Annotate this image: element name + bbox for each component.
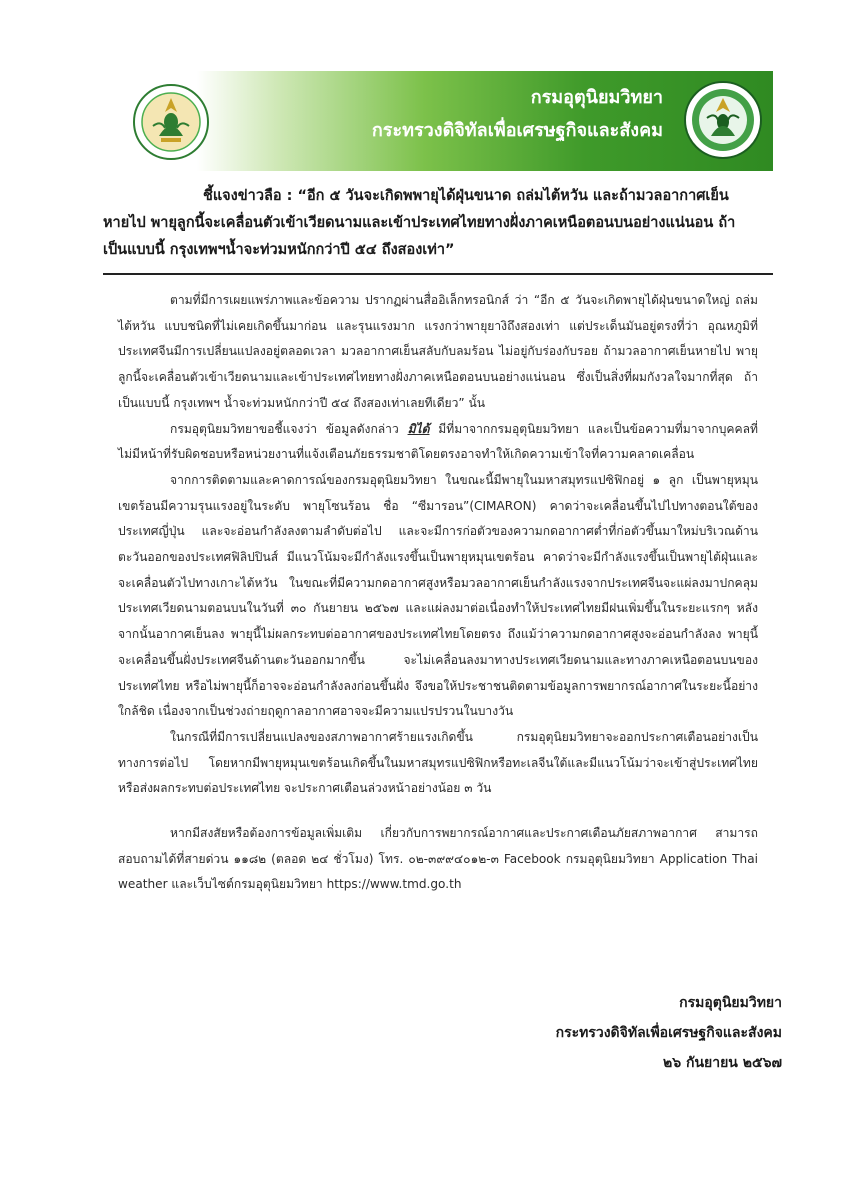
document-title (103, 183, 773, 264)
header-subtitle: กระทรวงดิจิทัลเพื่อเศรษฐกิจและสังคม (371, 120, 663, 141)
document-body (118, 288, 758, 898)
title-line-1: ชี้แจงข่าวลือ : “อีก ๕ วันจะเกิดพพายุได้ฝุ่นขนาด ถล่มไต้หวัน และถ้ามวลอากาศเย็น (203, 188, 729, 204)
signature-org: กรมอุตุนิยมวิทยา (679, 995, 782, 1011)
title-line-3: เป็นแบบนี้ กรุงเทพฯน้ำจะท่วมหนักกว่าปี ๕๔ ถึงสองเท่า” (103, 242, 455, 258)
meteorological-department-logo (683, 78, 763, 162)
signature-block (556, 988, 782, 1078)
header-title: กรมอุตุนิยมวิทยา (530, 87, 663, 108)
paragraph-contact: หากมีสงสัยหรือต้องการข้อมูลเพิ่มเติม เกี่ยวกับการพยากรณ์อากาศและประกาศเตือนภัยสภาพอากาศ สามารถสอบถามได้ที่สายด่วน ๑๑๘๒ (ตลอด ๒๔ ชั่วโมง) โทร. ๐๒-๓๙๙๔๐๑๒-๓ Facebook กรมอุตุนิยมวิทยา Application Thai weather และเว็บไซต์กรมอุตุนิยมวิทยา https://www.tmd.go.th (118, 826, 758, 892)
signature-ministry: กระทรวงดิจิทัลเพื่อเศรษฐกิจและสังคม (555, 1025, 782, 1041)
paragraph-clarification (118, 417, 758, 468)
emphasis-not: มิได้ (407, 421, 430, 436)
paragraph-warning-policy: ในกรณีที่มีการเปลี่ยนแปลงของสภาพอากาศร้ายแรงเกิดขึ้น กรมอุตุนิยมวิทยาจะออกประกาศเตือนอย่างเป็นทางการต่อไป โดยหากมีพายุหมุนเขตร้อนเกิดขึ้นในมหาสมุทรแปซิฟิกหรือทะเลจีนใต้และมีแนวโน้มว่าจะเข้าสู่ประเทศไทยหรือส่งผลกระทบต่อประเทศไทย จะประกาศเตือนล่วงหน้าอย่างน้อย ๓ วัน (118, 729, 758, 796)
paragraph-rumor: ตามที่มีการเผยแพร่ภาพและข้อความ ปรากฏผ่านสื่ออิเล็กทรอนิกส์ ว่า “อีก ๕ วันจะเกิดพายุได้ฝุ่นขนาดใหญ่ ถล่มไต้หวัน แบบชนิดที่ไม่เคยเกิดขึ้นมาก่อน และรุนแรงมาก แรงกว่าพายุยางิถึงสองเท่า แต่ประเด็นมันอยู่ตรงที่ว่า อุณหภูมิที่ประเทศจีนมีการเปลี่ยนแปลงอยู่ตลอดเวลา มวลอากาศเย็นสลับกับลมร้อน ไม่อยู่กับร่องกับรอย ถ้ามวลอากาศเย็นหายไป พายุลูกนี้จะเคลื่อนตัวเข้าเวียดนามและเข้าประเทศไทยทางฝั่งภาคเหนือตอนบนอย่างแน่นอน ซึ่งเป็นสิ่งที่ผมกังวลใจมากที่สุด ถ้าเป็นแบบนี้ กรุงเทพฯ น้ำจะท่วมหนักกว่าปี ๕๔ ถึงสองเท่าเลยทีเดียว” นั้น (118, 293, 758, 410)
clarification-text-before: กรมอุตุนิยมวิทยาขอชี้แจงว่า ข้อมูลดังกล่าว (170, 421, 408, 436)
paragraph-forecast: จากการติดตามและคาดการณ์ของกรมอุตุนิยมวิทยา ในขณะนี้มีพายุในมหาสมุทรแปซิฟิกอยู่ ๑ ลูก เป็นพายุหมุนเขตร้อนมีความรุนแรงอยู่ในระดับ พายุโซนร้อน ชื่อ “ซีมารอน”(CIMARON) คาดว่าจะเคลื่อนขึ้นไปไปทางตอนใต้ของประเทศญี่ปุ่น และจะอ่อนกำลังลงตามลำดับต่อไป และจะมีการก่อตัวของความกดอากาศต่ำที่ก่อตัวขึ้นมาใหม่บริเวณด้านตะวันออกของประเทศฟิลิปปินส์ มีแนวโน้มจะมีกำลังแรงขึ้นเป็นพายุหมุนเขตร้อน คาดว่าจะมีกำลังแรงขึ้นเป็นพายุไต้ฝุ่นและจะเคลื่อนตัวไปทางเกาะไต้หวัน ในขณะที่มีความกดอากาศสูงหรือมวลอากาศเย็นกำลังแรงจากประเทศจีนจะแผ่ลงมาปกคลุมประเทศเวียดนามตอนบนในวันที่ ๓๐ กันยายน ๒๕๖๗ และแผ่ลงมาต่อเนื่องทำให้ประเทศไทยมีฝนเพิ่มขึ้นในระยะแรกๆ หลังจากนั้นอากาศเย็นลง พายุนี้ไม่ผลกระทบต่ออากาศของประเทศไทยโดยตรง ถึงแม้ว่าความกดอากาศสูงจะอ่อนกำลังลง พายุนี้จะเคลื่อนขึ้นฝั่งประเทศจีนด้านตะวันออกมากขึ้น จะไม่เคลื่อนลงมาทางประเทศเวียดนามและทางภาคเหนือตอนบนของประเทศไทย หรือไม่พายุนี้ก็อาจจะอ่อนกำลังลงก่อนขึ้นฝั่ง จึงขอให้ประชาชนติดตามข้อมูลการพยากรณ์อากาศในระยะนี้อย่างใกล้ชิด เนื่องจากเป็นช่วงถ่ายฤดูกาลอากาศอาจจะมีความแปรปรวนในบางวัน (118, 472, 758, 719)
signature-date: ๒๖ กันยายน ๒๕๖๗ (663, 1055, 782, 1071)
ministry-seal-logo (131, 82, 211, 162)
clarification-text-after: มีที่มาจากกรมอุตุนิยมวิทยา และเป็นข้อความที่มาจากบุคคลที่ไม่มีหน้าที่รับผิดชอบหรือหน่วยงานที่แจ้งเตือนภัยธรรมชาติโดยตรงอาจทำให้เกิดความเข้าใจที่ความคลาดเคลื่อน (118, 421, 758, 462)
title-divider (103, 273, 773, 275)
title-line-2: หายไป พายุลูกนี้จะเคลื่อนตัวเข้าเวียดนามและเข้าประเทศไทยทางฝั่งภาคเหนือตอนบนอย่างแน่นอน ถ้า (103, 215, 736, 231)
